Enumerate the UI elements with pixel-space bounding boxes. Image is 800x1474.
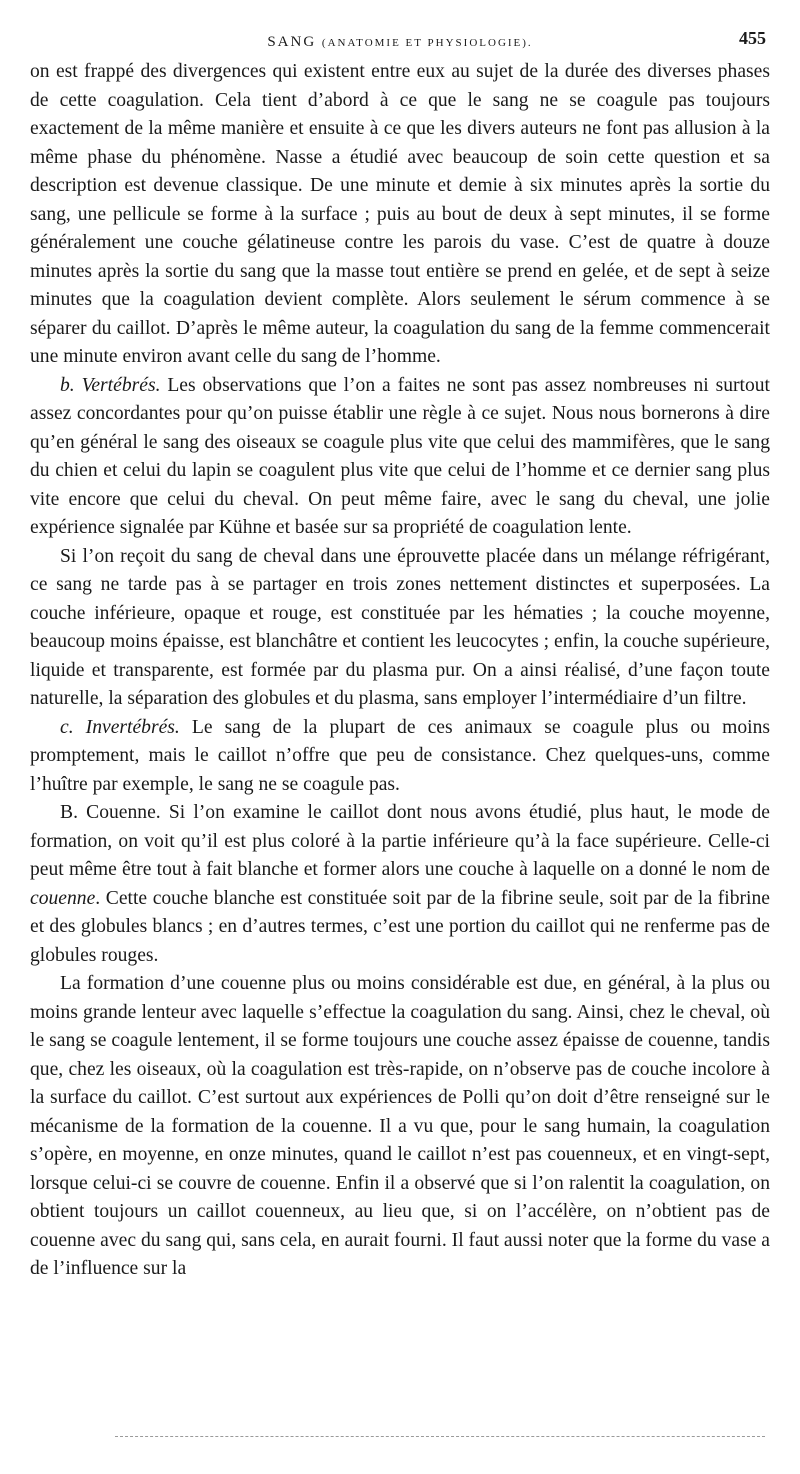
running-head-title-rest: (ANATOMIE ET PHYSIOLOGIE).	[321, 37, 533, 49]
section-label-vertebres: b. Vertébrés.	[60, 374, 161, 396]
paragraph-couenne	[30, 799, 770, 970]
paragraph-invertebres	[30, 714, 770, 800]
book-page	[30, 28, 770, 1284]
page-number: 455	[739, 28, 766, 48]
paragraph-vertebres	[30, 372, 770, 543]
section-label-couenne: B. Couenne.	[60, 802, 161, 823]
paragraph-vertebres-text: Les observations que l’on a faites ne sont pas assez nombreuses ni surtout assez concordantes pour qu’on puisse établir une règle à ce sujet. Nous nous bornerons à dire qu’en général le sang des oiseaux se coagule plus vite que celui des mammifères, que le sang du chien et celui du lapin se coagulent plus vite que celui de l’homme et ce dernier sang plus vite encore que celui du cheval. On peut même faire, avec le sang du cheval, une jolie expérience signalée par Kühne et basée sur sa propriété de coagulation lente.	[30, 374, 770, 538]
section-label-invertebres: c. Invertébrés.	[60, 716, 180, 738]
paragraph-coagulation-phases: on est frappé des divergences qui existent entre eux au sujet de la durée des diverses phases de cette coagulation. Cela tient d’abord à ce que le sang ne se coagule pas toujours exactement de la même manière et ensuite à ce que les divers auteurs ne font pas allusion à la même phase du phénomène. Nasse a étudié avec beaucoup de soin cette question et sa description est devenue classique. De une minute et demie à six minutes après la sortie du sang, une pellicule se forme à la surface ; puis au bout de deux à sept minutes, il se forme généralement une couche gélatineuse contre les parois du vase. C’est de quatre à douze minutes après la sortie du sang que la masse tout entière se prend en gelée, et de sept à seize minutes que la coagulation devient complète. Alors seulement le sérum commence à se séparer du caillot. D’après le même auteur, la coagulation du sang de la femme commencerait une minute environ avant celle du sang de l’homme.	[30, 61, 770, 367]
running-head	[30, 28, 770, 58]
bottom-scan-artifact-rule	[115, 1436, 765, 1437]
running-head-title-lead: SANG	[267, 34, 317, 50]
paragraph-couenne-text-a: Si l’on examine le caillot dont nous avons étudié, plus haut, le mode de formation, on voit qu’il est plus coloré à la partie inférieure qu’à la face supérieure. Celle-ci peut même être tout à fait blanche et former alors une couche à laquelle on a donné le nom de	[30, 802, 770, 880]
body-text	[30, 58, 770, 1284]
paragraph-couenne-formation: La formation d’une couenne plus ou moins considérable est due, en général, à la plus ou moins grande lenteur avec laquelle s’effectue la coagulation du sang. Ainsi, chez le cheval, où le sang se coagule lentement, il se forme toujours une couche assez épaisse de couenne, tandis que, chez les oiseaux, où la coagulation est très-rapide, on n’observe pas de couche incolore à la surface du caillot. C’est surtout aux expériences de Polli qu’on doit d’être renseigné sur le mécanisme de la formation de la couenne. Il a vu que, pour le sang humain, la coagulation s’opère, en moyenne, en onze minutes, quand le caillot n’est pas couenneux, et en vingt-sept, lorsque celui-ci se couvre de couenne. Enfin il a observé que si l’on ralentit la coagulation, on obtient toujours un caillot couenneux, au lieu que, si on l’accélère, on n’obtient pas de couenne avec du sang qui, sans cela, en aurait fourni. Il faut aussi noter que la forme du vase a de l’influence sur la	[30, 973, 770, 1279]
paragraph-couenne-text-b: . Cette couche blanche est constituée soit par de la fibrine seule, soit par de la fibrine et des globules blancs ; en d’autres termes, c’est une portion du caillot qui ne renferme pas de globules rouges.	[30, 887, 770, 966]
running-head-title	[30, 34, 770, 51]
paragraph-invertebres-text: Le sang de la plupart de ces animaux se coagule plus ou moins promptement, mais le caillot n’offre que peu de consistance. Chez quelques-uns, comme l’huître par exemple, le sang ne se coagule pas.	[30, 716, 771, 795]
paragraph-horse-blood-experiment: Si l’on reçoit du sang de cheval dans une éprouvette placée dans un mélange réfrigérant, ce sang ne tarde pas à se partager en trois zones nettement distinctes et superposées. La couche inférieure, opaque et rouge, est constituée par les hématies ; la couche moyenne, beaucoup moins épaisse, est blanchâtre et contient les leucocytes ; enfin, la couche supérieure, liquide et transparente, est formée par du plasma pur. On a ainsi réalisé, d’une façon toute naturelle, la séparation des globules et du plasma, sans employer l’intermédiaire d’un filtre.	[30, 545, 770, 709]
term-couenne: couenne	[30, 887, 96, 909]
